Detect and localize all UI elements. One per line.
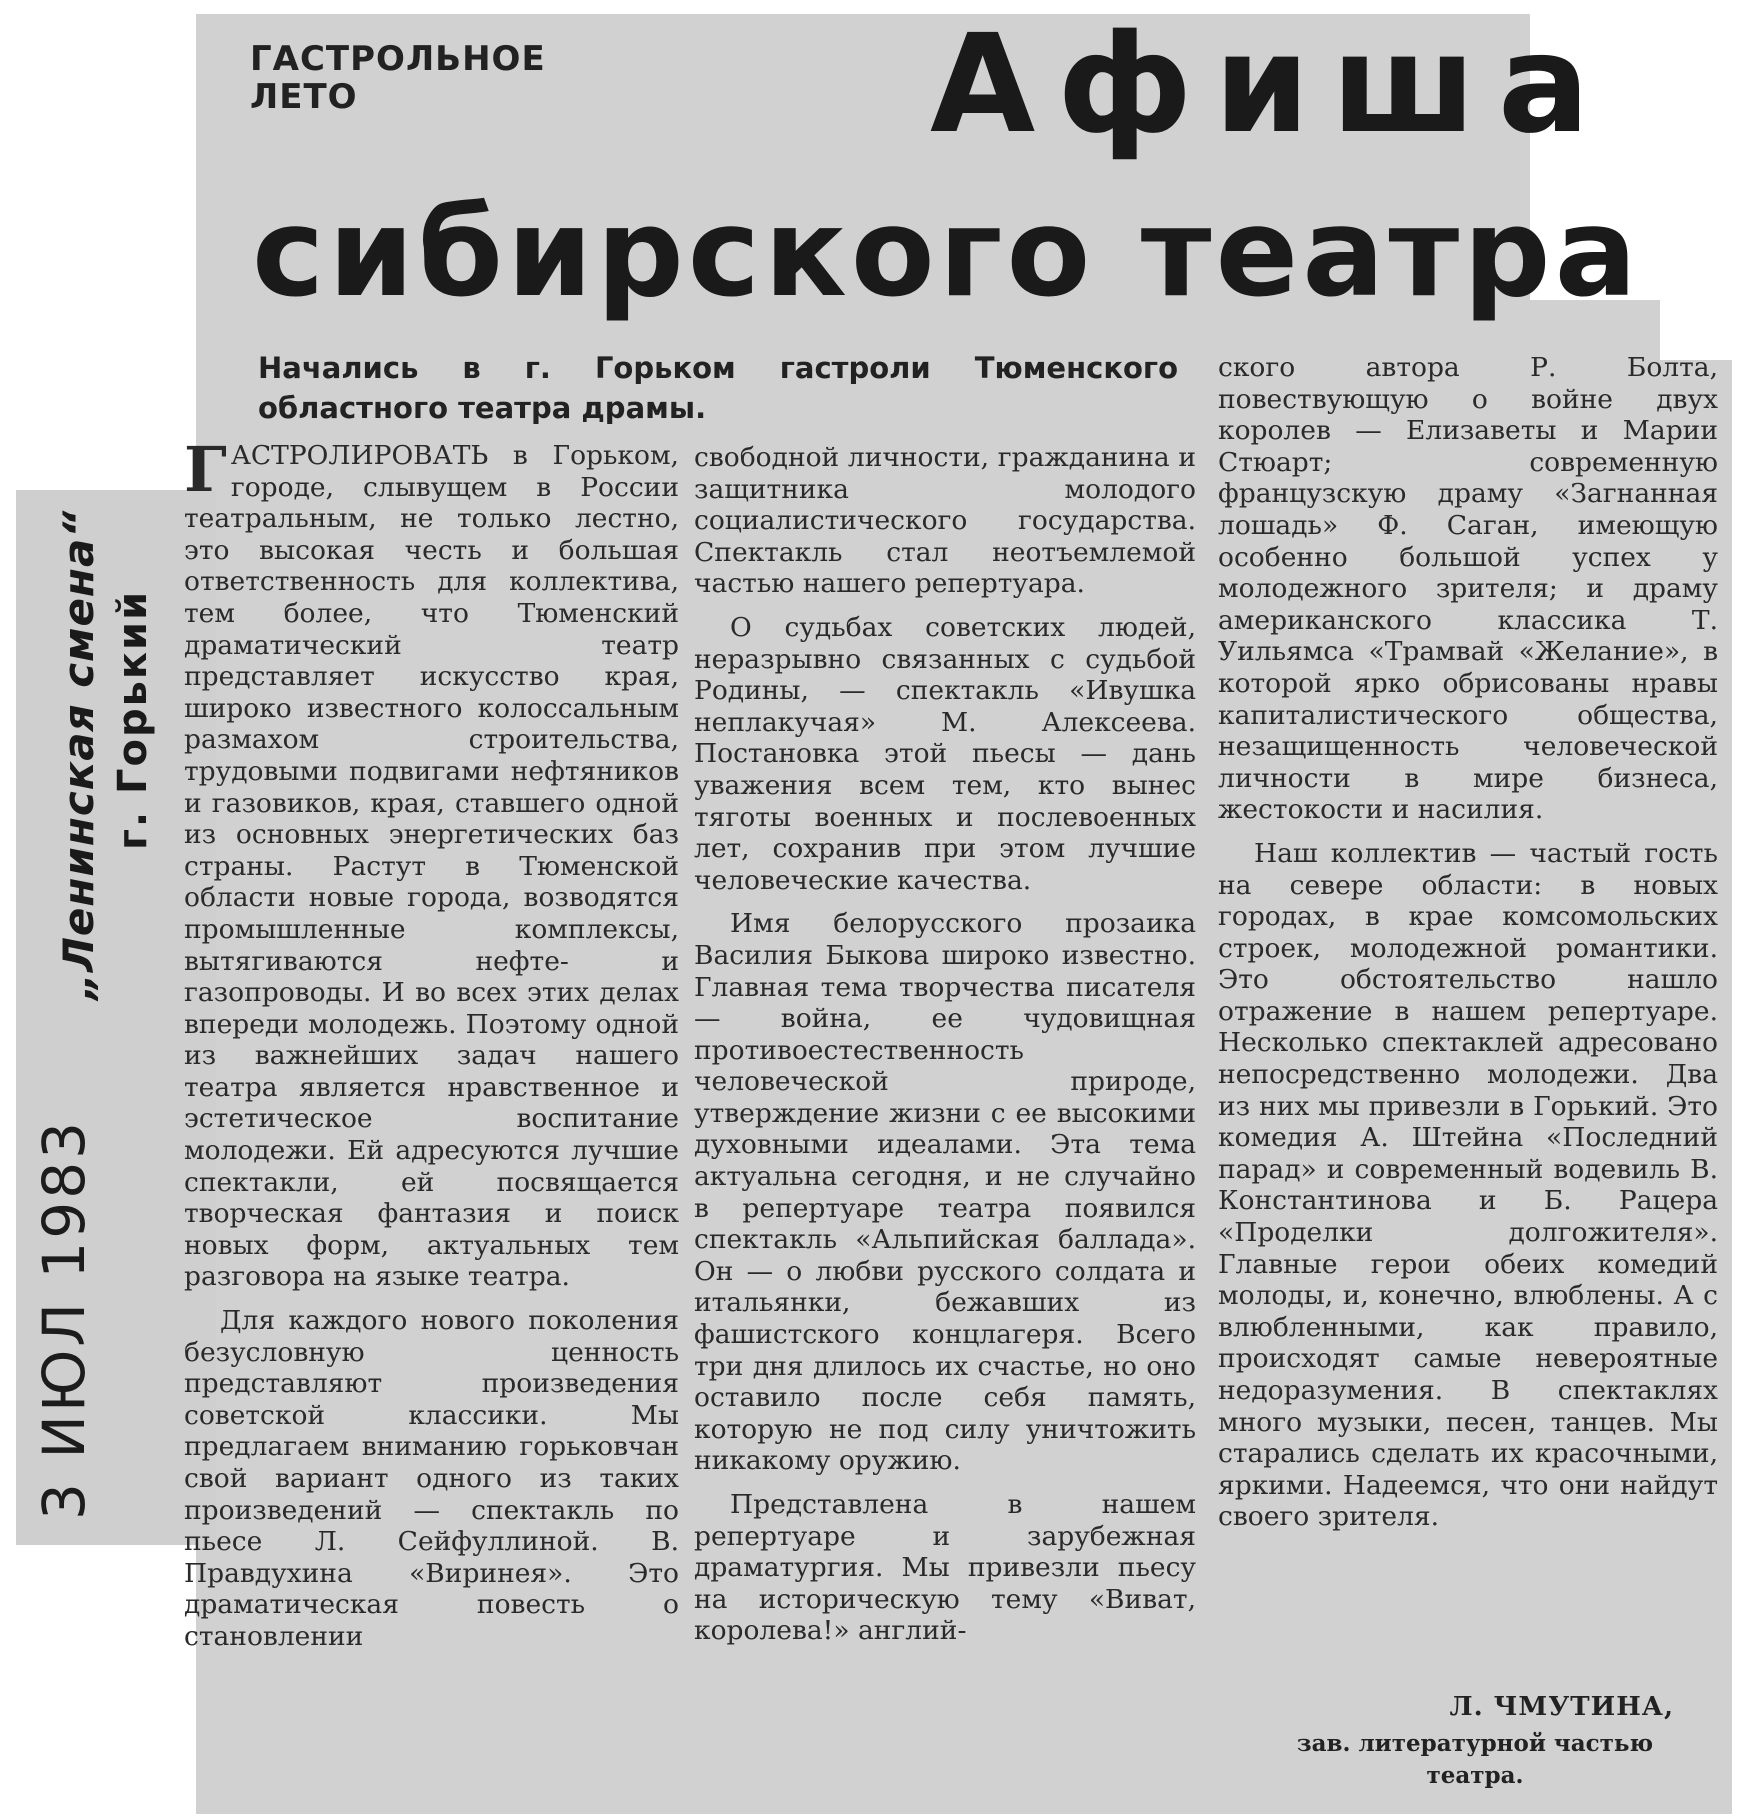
author-name: Л. ЧМУТИНА, <box>1449 1692 1674 1722</box>
headline-line-2: сибирского театра <box>252 182 1641 324</box>
headline-line-1: Афиша <box>930 6 1612 164</box>
rubric-line: ГАСТРОЛЬНОЕ <box>250 39 546 79</box>
rubric <box>250 40 546 116</box>
lead-paragraph: Начались в г. Горьком гастроли Тюменского областного театра драмы. <box>258 351 1178 425</box>
article-paragraph: Для каждого нового поколения безусловную ценность представляют произведения советской классики. Мы предлагаем вниманию горьковчан свой вариант одного из таких произведений — спектакль по пьесе Л. Сейфуллиной. В. Правдухина «Виринея». Это драматическая повесть о становлении <box>184 1305 679 1652</box>
article-paragraph <box>184 433 679 1293</box>
article-column-3 <box>1218 352 1718 1533</box>
article-column-1 <box>184 433 679 1653</box>
signature <box>1250 1692 1680 1792</box>
newspaper-name-stamp: „Ленинская смена“ <box>54 509 103 1000</box>
article-paragraph: свободной личности, гражданина и защитника молодого социалистического государства. Спектакль стал неотъемлемой частью нашего репертуара. <box>694 442 1196 600</box>
date-stamp <box>30 1119 98 1520</box>
article-paragraph: ского автора Р. Болта, повествующую о войне двух королев — Елизаветы и Марии Стюарт; современную французскую драму «Загнанная лошадь» Ф. Саган, имеющую особенно большой успех у молодежного зрителя; и драму американского классика Т. Уильямса «Трамвай «Желание», в которой ярко обрисованы нравы капиталистического общества, незащищенность человеческой личности в мире бизнеса, жестокости и насилия. <box>1218 352 1718 826</box>
paragraph-text: АСТРОЛИРОВАТЬ в Горьком, городе, слывущем в России театральным, не только лестно, это высокая честь и большая ответственность для коллектива, тем более, что Тюменский драматический театр представляет искусство края, широко известного колоссальным размахом строительства, трудовыми подвигами нефтяников и газовиков, края, ставшего одной из основных энергетических баз страны. Растут в Тюменской области новые города, возводятся промышленные комплексы, вытягиваются нефте- и газопроводы. И во всех этих делах впереди молодежь. Поэтому одной из важнейших задач нашего театра является нравственное и эстетическое воспитание молодежи. Ей адресуются лучшие спектакли, ей посвящается творческая фантазия и поиск новых форм, актуальных тем разговора на языке театра. <box>184 440 679 1293</box>
article-paragraph: Наш коллектив — частый гость на севере области: в новых городах, в крае комсомольских строек, молодежной романтики. Это обстоятельство нашло отражение в нашем репертуаре. Несколько спектаклей адресовано непосредственно молодежи. Два из них мы привезли в Горький. Это комедия А. Штейна «Последний парад» и современный водевиль В. Константинова и Б. Рацера «Проделки долгожителя». Главные герои обеих комедий молоды, и, конечно, влюблены. А с влюбленными, как правило, происходят самые невероятные недоразумения. В спектаклях много музыки, песен, танцев. Мы старались сделать их красочными, яркими. Надеемся, что они найдут своего зрителя. <box>1218 837 1718 1533</box>
rubric-line: ЛЕТО <box>250 77 358 117</box>
author-position: зав. литературной частью театра. <box>1296 1730 1654 1789</box>
stamp-date: 3 ИЮЛ 1983 <box>30 1119 98 1520</box>
article-paragraph: Имя белорусского прозаика Василия Быкова широко известно. Главная тема творчества писателя — война, ее чудовищная противоестественность человеческой природе, утверждение жизни с ее высокими духовными идеалами. Эта тема актуальна сегодня, и не случайно в репертуаре театра появился спектакль «Альпийская баллада». Он — о любви русского солдата и итальянки, бежавших из фашистского концлагеря. Всего три дня длилось их счастье, но оно оставило после себя память, которую не под силу уничтожить никакому оружию. <box>694 908 1196 1477</box>
article-paragraph: Представлена в нашем репертуаре и зарубежная драматургия. Мы привезли пьесу на историческую тему «Виват, королева!» англий- <box>694 1489 1196 1647</box>
city-stamp: г. Горький <box>110 589 156 850</box>
article-paragraph: О судьбах советских людей, неразрывно связанных с судьбой Родины, — спектакль «Ивушка неплакучая» М. Алексеева. Постановка этой пьесы — дань уважения всем тем, кто вынес тяготы военных и послевоенных лет, сохранив при этом лучшие человеческие качества. <box>694 611 1196 896</box>
clipping-cutout <box>1660 300 1760 360</box>
drop-cap: Г <box>184 433 227 506</box>
article-column-2 <box>694 442 1196 1647</box>
